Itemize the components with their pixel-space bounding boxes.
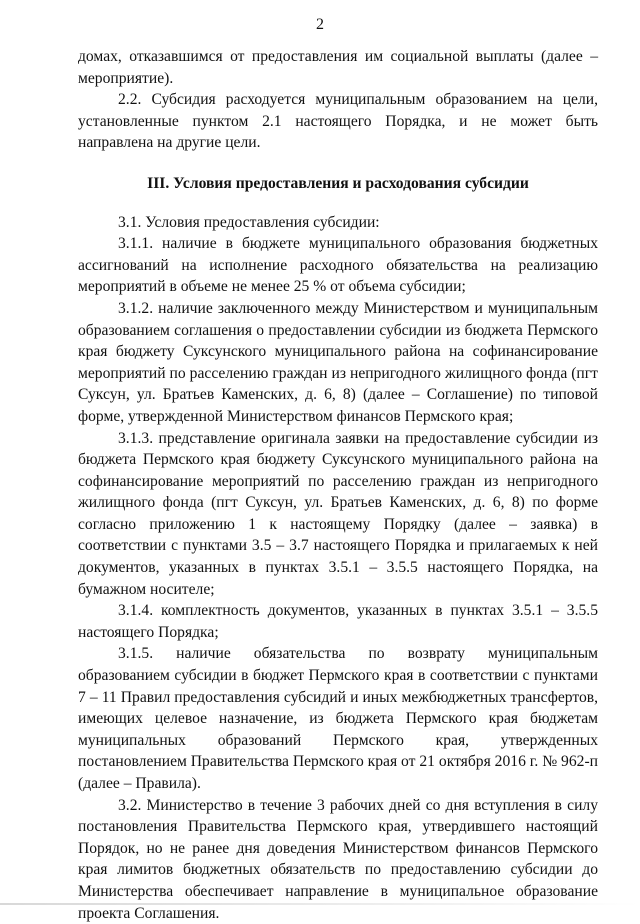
- section-heading-iii: III. Условия предоставления и расходования субсидии: [147, 174, 529, 192]
- paragraph-3-1-5: 3.1.5. наличие обязательства по возврату муниципальным образованием субсидии в бюджет Пермского края в соответствии с пунктами 7 – 11 Правил предоставления субсидий и иных межбюджетных трансфертов, имеющих целевое назначение, из бюджета Пермского края бюджетам муниципальных образований Пермского края, утвержденных постановлением Правительства Пермского края от 21 октября 2016 г. № 962-п (далее – Правила).: [78, 645, 598, 792]
- paragraph-continuation: домах, отказавшимся от предоставления им социальной выплаты (далее – мероприятие).: [78, 48, 598, 87]
- paragraph-3-1-4: 3.1.4. комплектность документов, указанных в пунктах 3.5.1 – 3.5.5 настоящего Порядка;: [78, 602, 598, 641]
- paragraph-3-1-3: 3.1.3. представление оригинала заявки на предоставление субсидии из бюджета Пермского края бюджету Суксунского муниципального района на софинансирование мероприятий по расселению граждан из непригодного жилищного фонда (пгт Суксун, ул. Братьев Каменских, д. 6, 8) по форме согласно приложению 1 к настоящему Порядку (далее – заявка) в соответствии с пунктами 3.5 – 3.7 настоящего Порядка и прилагаемых к ней документов, указанных в пунктах 3.5.1 – 3.5.5 настоящего Порядка, на бумажном носителе;: [78, 429, 598, 598]
- paragraph-3-1: 3.1. Условия предоставления субсидии:: [118, 213, 380, 231]
- document-body: [78, 46, 598, 924]
- paragraph-3-1-2: 3.1.2. наличие заключенного между Министерством и муниципальным образованием соглашения о предоставлении субсидии из бюджета Пермского края бюджету Суксунского муниципального района на софинансирование мероприятий по расселению граждан из непригодного жилищного фонда (пгт Суксун, ул. Братьев Каменских, д. 6, 8) (далее – Соглашение) по типовой форме, утвержденной Министерством финансов Пермского края;: [78, 299, 598, 425]
- paragraph-3-1-1: 3.1.1. наличие в бюджете муниципального образования бюджетных ассигнований на исполнение расходного обязательства на реализацию мероприятий в объеме не менее 25 % от объема субсидии;: [78, 235, 598, 296]
- paragraph-2-2: 2.2. Субсидия расходуется муниципальным образованием на цели, установленные пунктом 2.1 настоящего Порядка, и не может быть направлена на другие цели.: [78, 91, 598, 152]
- paragraph-3-2: 3.2. Министерство в течение 3 рабочих дней со дня вступления в силу постановления Правительства Пермского края, утвердившего настоящий Порядок, но не ранее дня доведения Министерством финансов Пермского края лимитов бюджетных обязательств по предоставлению субсидии до Министерства обеспечивает направление в муниципальное образование проекта Соглашения.: [78, 796, 598, 922]
- page-number: 2: [316, 16, 324, 33]
